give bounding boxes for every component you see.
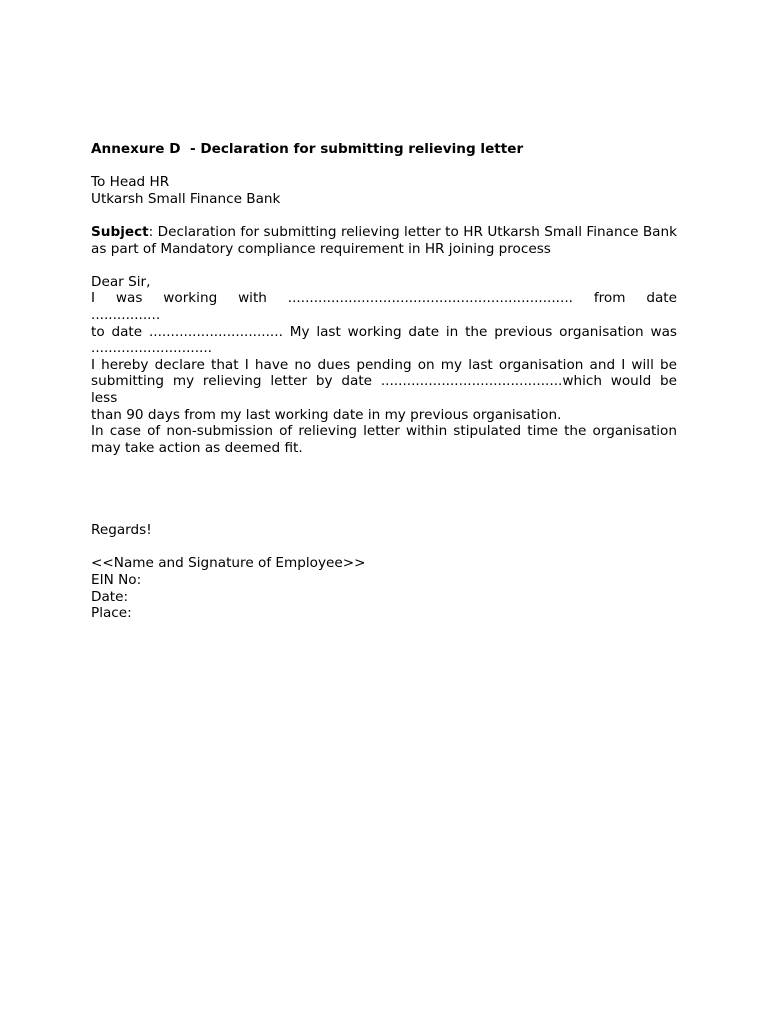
declare-line-3: less [91, 389, 118, 406]
declare-line-1: I hereby declare that I have no dues pending on my last organisation and I will be [91, 356, 677, 373]
place-label: Place: [91, 605, 132, 622]
recipient-line-2: Utkarsh Small Finance Bank [91, 190, 281, 207]
spacer [91, 207, 677, 224]
spacer [91, 456, 677, 522]
working-line: I was working with .................................................................. from date [91, 290, 677, 307]
salutation: Dear Sir, [91, 273, 151, 290]
declare-line-2: submitting my relieving letter by date ..........................................which would be [91, 373, 677, 390]
document-title: Annexure D - Declaration for submitting relieving letter [91, 141, 524, 157]
spacer [91, 257, 677, 274]
to-date-line: to date ............................... My last working date in the previous organisation was [91, 323, 677, 340]
signature-placeholder: <<Name and Signature of Employee>> [91, 555, 366, 572]
dots-line-1: ................ [91, 306, 161, 323]
dots-line-2: ............................ [91, 340, 212, 357]
case-paragraph: In case of non-submission of relieving letter within stipulated time the organisation may take action as deemed fit. [91, 423, 677, 456]
subject-text: : Declaration for submitting relieving letter to HR Utkarsh Small Finance Bank as part of Mandatory compliance requirement in HR joining process [91, 223, 677, 257]
declare-line-4: than 90 days from my last working date in my previous organisation. [91, 406, 562, 423]
date-label: Date: [91, 588, 129, 605]
ein-label: EIN No: [91, 572, 142, 589]
recipient-line-1: To Head HR [91, 174, 170, 191]
subject-paragraph [91, 224, 677, 257]
spacer [91, 539, 677, 556]
document-page [91, 141, 677, 622]
subject-label: Subject [91, 223, 149, 240]
regards: Regards! [91, 522, 152, 539]
